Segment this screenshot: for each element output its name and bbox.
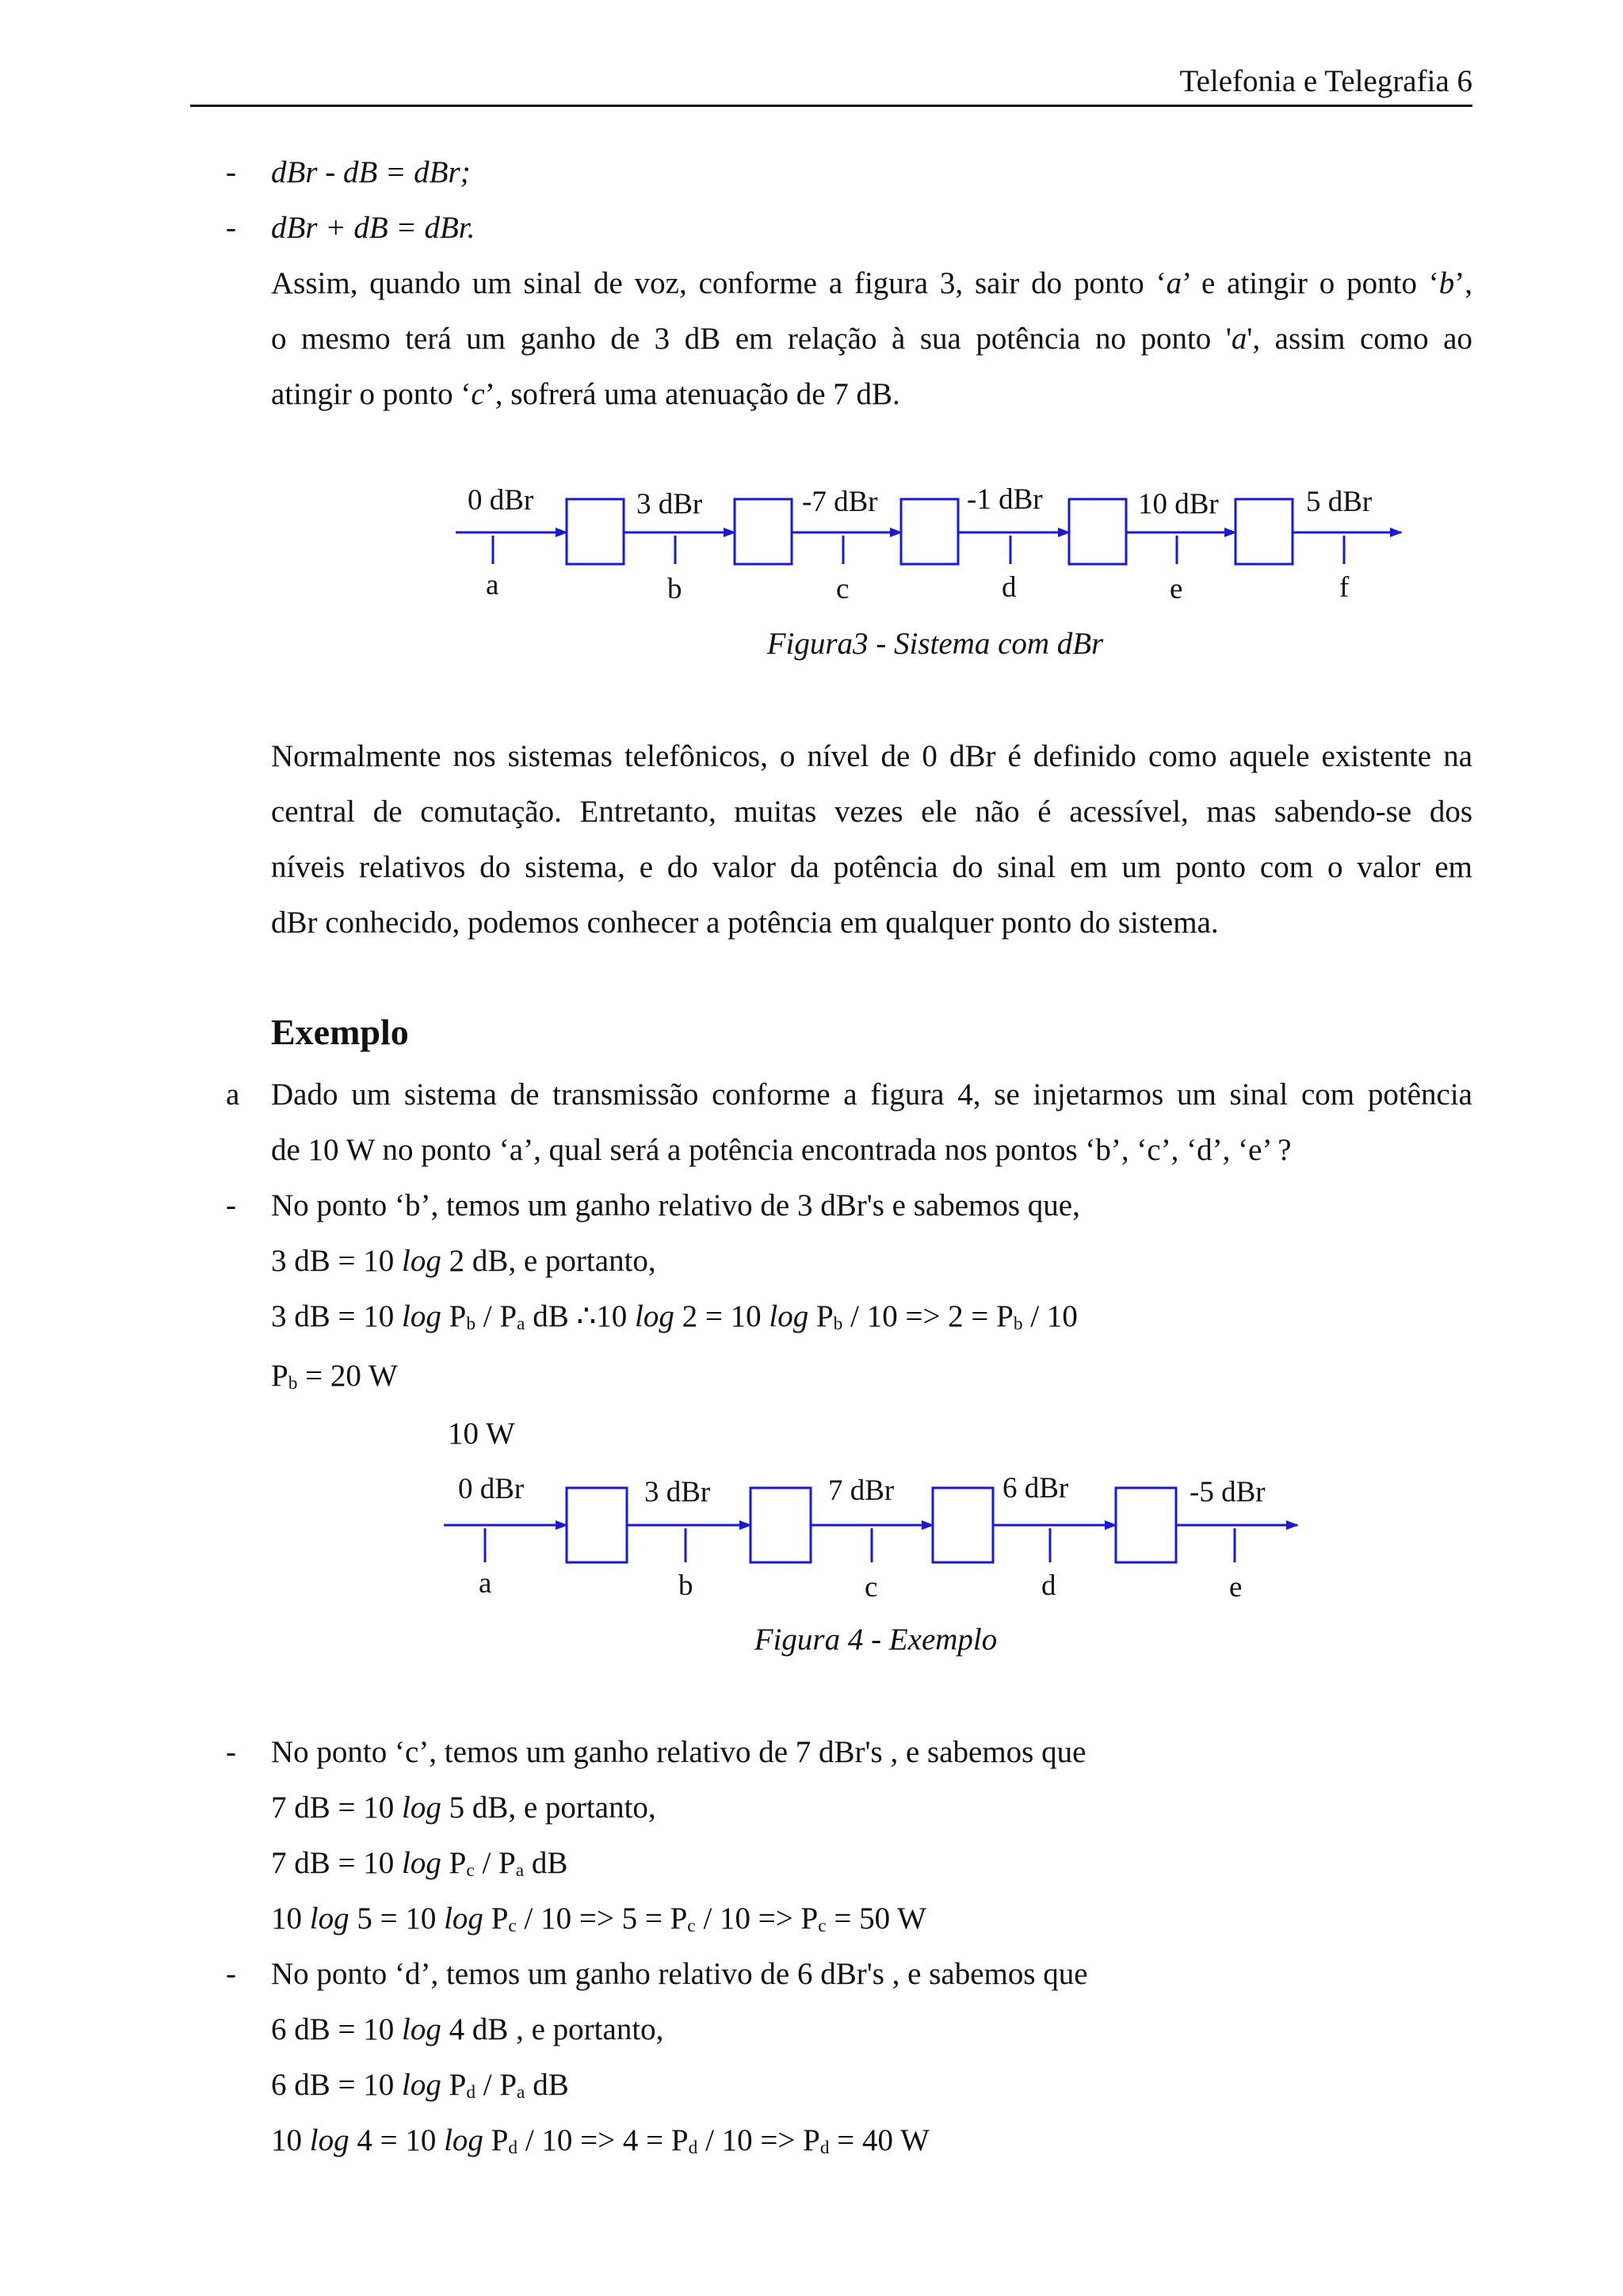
point-label: c [865,1571,878,1600]
level-label: 3 dBr [644,1476,711,1508]
level-label: -7 dBr [802,486,878,518]
bullet-dash: - [226,211,236,245]
gain-block [735,499,792,564]
level-label: 0 dBr [458,1473,525,1505]
point-label: b [667,573,682,605]
intro-line-2: o mesmo terá um ganho de 3 dB em relação à sua potência no ponto 'a', assim como ao [271,322,1472,356]
c-equation-1: 7 dB = 10 log 5 dB, e portanto, [271,1791,656,1825]
gain-block [1116,1488,1176,1562]
d-equation-2: 6 dB = 10 $\log P_d / P_a$ dB [271,2068,569,2103]
gain-block [901,499,958,564]
c-equation-3: 10 log 5 = 10 $\log P_c / 10 => 5 = P_c / 10 => P_c = 50$ W [271,1901,926,1936]
point-label: e [1229,1571,1243,1600]
para2-line-1: Normalmente nos sistemas telefônicos, o nível de 0 dBr é definido como aquele existente na [271,739,1472,773]
b-equation-1: 3 dB = 10 log 2 dB, e portanto, [271,1244,656,1278]
b-intro: No ponto ‘b’, temos um ganho relativo de 3 dBr's e sabemos que, [271,1188,1080,1222]
point-label: f [1339,571,1350,604]
rule-2: dBr + dB = dBr. [271,211,475,245]
point-label: d [1002,571,1017,604]
c-equation-2: 7 dB = 10 $\log P_c / P_a$ dB [271,1846,568,1881]
bullet-dash: - [226,1957,236,1991]
intro-line-1: Assim, quando um sinal de voz, conforme a figura 3, sair do ponto ‘a’ e atingir o ponto ‘b’, [271,266,1473,300]
figure-3-diagram [444,475,1426,610]
bullet-dash: - [226,1188,236,1222]
figure-4-diagram [440,1466,1312,1600]
item-marker: a [226,1077,240,1112]
point-label: d [1041,1569,1056,1600]
question-line-2: de 10 W no ponto ‘a’, qual será a potência encontrada nos pontos ‘b’, ‘c’, ‘d’, ‘e’ ? [271,1133,1292,1167]
b-equation-2: 3 dB = 10 $\log P_b / P_a$ dB ∴10 log 2 = 10 $\log P_b / 10 => 2 = P_b / 10$ [271,1299,1078,1334]
level-label: -5 dBr [1190,1476,1266,1508]
d-intro: No ponto ‘d’, temos um ganho relativo de 6 dBr's , e sabemos que [271,1957,1088,1991]
page-header [190,57,1472,107]
gain-block [750,1488,811,1562]
gain-block [933,1488,993,1562]
bullet-dash: - [226,1735,236,1769]
level-label: 7 dBr [828,1474,895,1507]
para2-line-3: níveis relativos do sistema, e do valor da potência do sinal em um ponto com o valor em [271,850,1472,884]
point-label: a [486,569,499,601]
point-label: e [1170,573,1183,605]
question-line-1: Dado um sistema de transmissão conforme a figura 4, se injetarmos um sinal com potência [271,1077,1472,1112]
point-label: a [479,1567,492,1600]
figure-3-caption: Figura3 - Sistema com dBr [766,627,1104,661]
level-label: 3 dBr [636,488,703,521]
bullet-dash: - [226,155,236,189]
rule-1: dBr - dB = dBr; [271,155,471,189]
c-intro: No ponto ‘c’, temos um ganho relativo de 7 dBr's , e sabemos que [271,1735,1086,1769]
gain-block [567,1488,627,1562]
level-label: -1 dBr [967,483,1043,516]
level-label: 5 dBr [1306,486,1373,518]
header-title: Telefonia e Telegrafia 6 [1179,64,1472,98]
example-heading: Exemplo [271,1012,409,1052]
d-equation-3: 10 log 4 = 10 $\log P_d / 10 => 4 = P_d / 10 => P_d = 40$ W [271,2123,930,2158]
figure-4-caption: Figura 4 - Exemplo [754,1623,998,1657]
para2-line-4: dBr conhecido, podemos conhecer a potência em qualquer ponto do sistema. [271,906,1219,940]
para2-line-2: central de comutação. Entretanto, muitas vezes ele não é acessível, mas sabendo-se dos [271,795,1472,829]
intro-line-3: atingir o ponto ‘c’, sofrerá uma atenuação de 7 dB. [271,377,900,411]
level-label: 10 dBr [1138,488,1219,521]
level-label: 6 dBr [1002,1472,1069,1505]
b-result: $P_b = 20$ W [271,1359,398,1394]
point-label: c [836,573,850,605]
point-label: b [678,1569,693,1600]
d-equation-1: 6 dB = 10 log 4 dB , e portanto, [271,2012,664,2046]
input-power-label: 10 W [448,1417,515,1451]
level-label: 0 dBr [468,484,534,517]
gain-block [1235,499,1293,564]
gain-block [1069,499,1126,564]
gain-block [567,499,624,564]
